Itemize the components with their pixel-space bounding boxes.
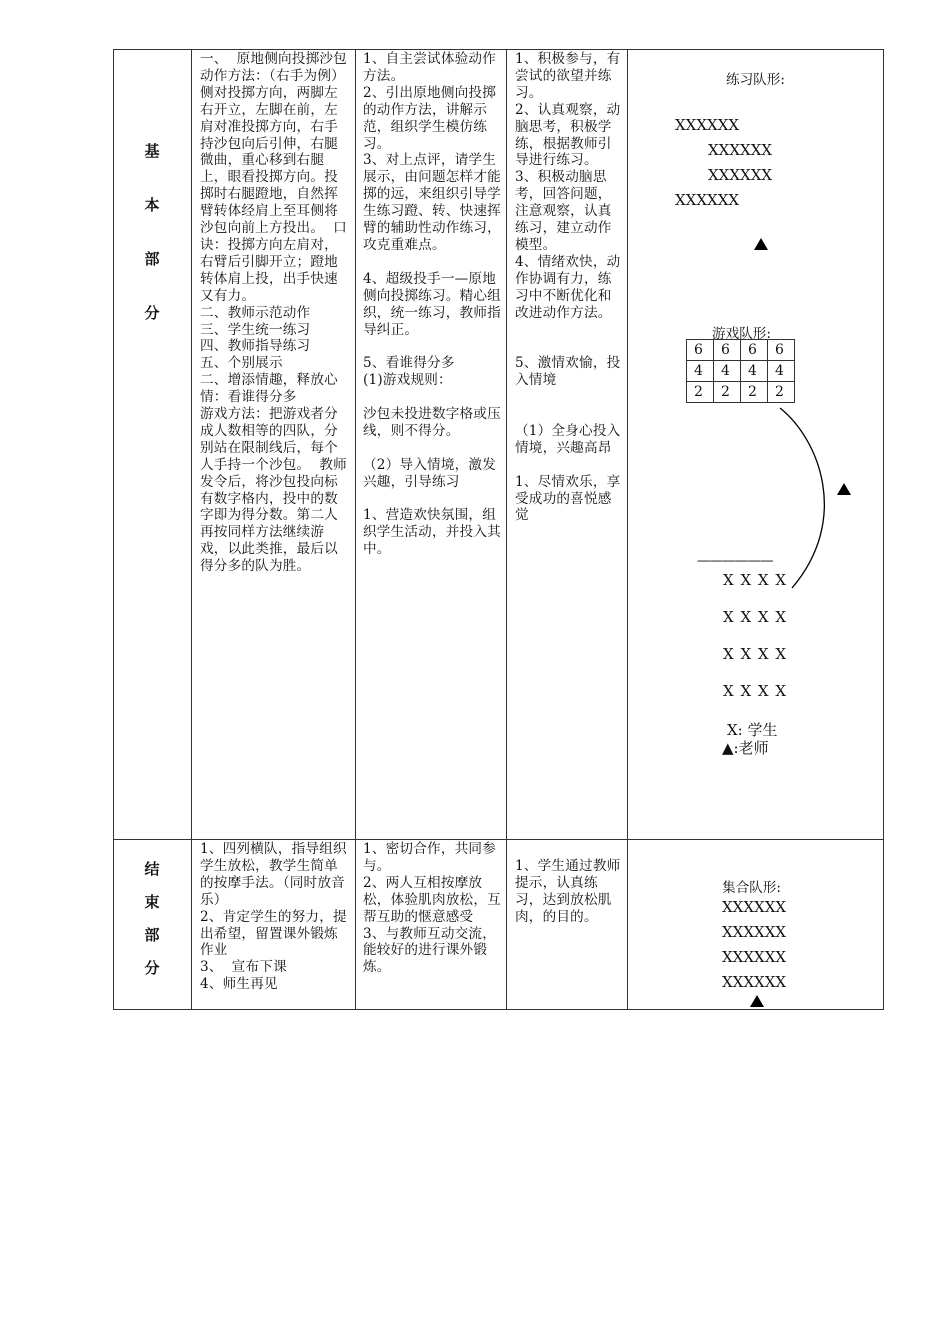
basic-section-label [137,140,167,356]
section-char: 基 [144,142,160,160]
score-grid-row [687,340,795,361]
team-row: X X X X [723,571,788,589]
table-top-border [113,49,884,50]
score-cell: 2 [741,382,768,403]
column-divider-4 [627,49,628,1010]
basic-content-text: 一、 原地侧向投掷沙包动作方法：（右手为例）侧对投掷方向，两脚左右开立，左脚在前，左肩对准投掷方向，右手持沙包向后引伸，右腿微曲，重心移到右腿上，眼看投掷方向。投掷时右腿蹬地，自然挥臂转体经肩上至耳侧将沙包向前上方投出。 口诀：投掷方向左肩对，右臂后引脚开立；蹬地转体肩上投，出手快速又有力。 二、教师示范动作 三、学生统一练习 四、教师指导练习 五、个别展示 二、增添情趣，释放心情：看谁得分多 游戏方法：把游戏者分成人数相等的四队，分别站在限制线后，每个人手持一个沙包。 教师发令后，将沙包投向标有数字格内，投中的数字即为得分数。第二人再按同样方法继续游戏，以此类推，最后以得分多的队为胜。 [200,51,347,575]
team-row: X X X X [723,682,788,700]
score-cell: 4 [768,361,795,382]
practice-row: XXXXXX [675,116,740,134]
score-cell: 2 [687,382,714,403]
basic-teacher-text: 1、自主尝试体验动作方法。 2、引出原地侧向投掷的动作方法，讲解示范，组织学生模仿练习。 3、对上点评，请学生展示，由问题怎样才能掷的远，来组织引导学生练习蹬、转、快速挥臂的辅助性动作练习，攻克重难点。 4、超级投手一—原地侧向投掷练习。精心组织，统一练习，教师指导纠正。 5、看谁得分多 (1)游戏规则： 沙包未投进数字格或压线，则不得分。 （2）导入情境，激发兴趣，引导练习 1、营造欢快氛围，组织学生活动，并投入其中。 [363,51,501,558]
section-char: 本 [144,196,160,214]
section-char: 部 [144,250,160,268]
practice-row: XXXXXX [708,166,773,184]
gather-row: XXXXXX [722,898,787,916]
score-cell: 4 [741,361,768,382]
teacher-triangle-icon [837,483,851,495]
gather-row: XXXXXX [722,948,787,966]
end-section-label [137,858,167,990]
score-cell: 2 [714,382,741,403]
practice-row: XXXXXX [675,191,740,209]
score-grid-row [687,382,795,403]
score-cell: 6 [687,340,714,361]
practice-row: XXXXXX [708,141,773,159]
legend-student: X: 学生 [727,721,778,739]
teacher-triangle-icon [754,238,768,250]
gather-formation-title: 集合队形: [722,880,781,896]
score-cell: 2 [768,382,795,403]
column-divider-2 [355,49,356,1010]
column-divider-3 [506,49,507,1010]
table-left-border [113,49,114,1010]
table-right-border [883,49,884,1010]
gather-row: XXXXXX [722,973,787,991]
section-char: 部 [144,926,160,944]
score-grid [686,339,795,403]
game-formation-title: 游戏队形: [712,326,771,342]
section-char: 束 [144,893,160,911]
score-cell: 6 [768,340,795,361]
limit-line: —————— [697,553,773,569]
team-row: X X X X [723,645,788,663]
end-content-text: 1、四列横队，指导组织学生放松，教学生简单的按摩手法。（同时放音乐） 2、肯定学生的努力，提出希望，留置课外锻炼作业 3、 宣布下课 4、师生再见 [200,841,347,993]
practice-formation-title: 练习队形: [726,72,785,88]
teacher-triangle-icon [750,995,764,1007]
team-row: X X X X [723,608,788,626]
column-divider-1 [191,49,192,1010]
section-char: 分 [144,304,160,322]
end-student-text: 1、学生通过教师提示，认真练习，达到放松肌肉，的目的。 [515,858,621,925]
section-char: 结 [144,860,160,878]
basic-student-text: 1、积极参与，有尝试的欲望并练习。 2、认真观察，动脑思考，积极学练，根据教师引导进行练习。 3、积极动脑思考，回答问题，注意观察，认真练习，建立动作模型。 4、情绪欢快，动作协调有力，练习中不断优化和改进动作方法。 5、激情欢愉，投入情境 （1）全身心投入情境，兴趣高昂 1、尽情欢乐，享受成功的喜悦感觉 [515,51,621,524]
score-grid-row [687,361,795,382]
score-cell: 4 [687,361,714,382]
legend-teacher: ▲:老师 [722,739,769,757]
score-cell: 6 [741,340,768,361]
score-cell: 4 [714,361,741,382]
table-bottom-border [113,1009,884,1010]
score-cell: 6 [714,340,741,361]
section-char: 分 [144,959,160,977]
gather-row: XXXXXX [722,923,787,941]
end-teacher-text: 1、密切合作，共同参与。 2、两人互相按摩放松，体验肌肉放松，互帮互助的惬意感受 3、与教师互动交流，能较好的进行课外锻炼。 [363,841,501,976]
section-divider [113,839,884,840]
